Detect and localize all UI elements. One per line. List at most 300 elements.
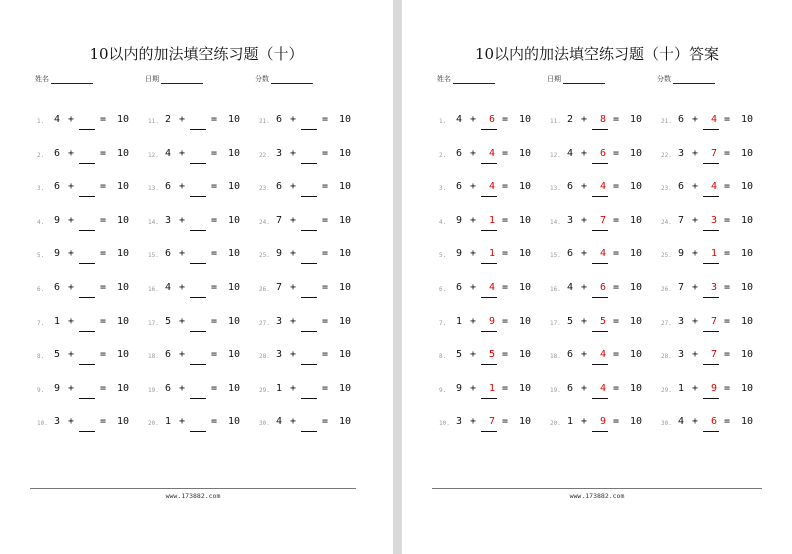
addend: 4 (456, 114, 463, 125)
answer-blank[interactable] (481, 129, 497, 130)
problem-item (550, 114, 650, 134)
equals-sign: = (211, 114, 218, 125)
sum-value: 10 (630, 114, 643, 125)
sum-value: 10 (630, 248, 643, 260)
problem-item (148, 215, 248, 235)
answer-value: 4 (489, 181, 496, 193)
equals-sign: = (502, 114, 509, 125)
problem-number: 15. (148, 252, 159, 260)
addend: 1 (678, 382, 685, 394)
answer-blank[interactable] (79, 331, 95, 332)
problem-item (550, 215, 650, 235)
problem-number: 27. (259, 319, 270, 327)
answer-blank[interactable] (79, 364, 95, 365)
footer-divider (432, 488, 762, 489)
answer-blank[interactable] (592, 163, 608, 164)
addend: 6 (54, 147, 61, 159)
addend: 4 (165, 147, 172, 159)
equals-sign: = (502, 248, 509, 260)
addend: 6 (567, 349, 574, 361)
answer-blank[interactable] (79, 431, 95, 432)
score-field[interactable] (255, 73, 313, 84)
problem-item (661, 248, 761, 268)
addend: 5 (456, 349, 463, 361)
addend: 6 (165, 349, 172, 361)
answer-blank[interactable] (301, 263, 317, 264)
answer-blank[interactable] (190, 431, 206, 432)
addend: 9 (54, 382, 61, 394)
answer-blank[interactable] (481, 196, 497, 197)
equals-sign: = (322, 315, 329, 327)
answer-value: 6 (600, 147, 607, 159)
sum-value: 10 (117, 416, 130, 428)
sum-value: 10 (339, 248, 352, 260)
answer-blank[interactable] (703, 230, 719, 231)
plus-sign: + (68, 181, 75, 193)
plus-sign: + (581, 382, 588, 394)
answer-value: 9 (711, 382, 718, 394)
sum-value: 10 (519, 382, 532, 394)
answer-blank[interactable] (79, 129, 95, 130)
plus-sign: + (470, 315, 477, 327)
sum-value: 10 (228, 382, 241, 394)
sum-value: 10 (630, 147, 643, 159)
addend: 9 (456, 214, 463, 226)
plus-sign: + (692, 282, 699, 293)
score-line[interactable] (673, 73, 715, 84)
equals-sign: = (100, 416, 107, 428)
equals-sign: = (100, 147, 107, 159)
equals-sign: = (211, 181, 218, 193)
problem-number: 21. (259, 118, 270, 125)
answer-blank[interactable] (301, 196, 317, 197)
problem-number: 22. (661, 151, 672, 159)
problem-item (259, 416, 359, 436)
addend: 6 (678, 114, 685, 125)
answer-value: 4 (600, 248, 607, 260)
problem-number: 4. (439, 218, 447, 226)
sum-value: 10 (741, 248, 754, 260)
answer-value: 1 (489, 248, 496, 260)
problem-number: 11. (148, 118, 159, 125)
problem-item (37, 383, 137, 403)
score-label: 分数 (657, 75, 671, 83)
answer-blank[interactable] (301, 297, 317, 298)
answer-blank[interactable] (301, 398, 317, 399)
equals-sign: = (322, 181, 329, 193)
addend: 6 (165, 382, 172, 394)
answer-blank[interactable] (703, 263, 719, 264)
problem-number: 29. (259, 386, 270, 394)
addend: 5 (567, 315, 574, 327)
problem-number: 20. (148, 420, 159, 428)
answer-value: 7 (489, 416, 496, 428)
plus-sign: + (68, 248, 75, 260)
answer-blank[interactable] (592, 297, 608, 298)
sum-value: 10 (630, 315, 643, 327)
problem-item (259, 282, 359, 302)
worksheet-page (0, 0, 393, 554)
sum-value: 10 (228, 416, 241, 428)
plus-sign: + (581, 147, 588, 159)
problem-item (148, 416, 248, 436)
problem-item (550, 316, 650, 336)
answer-blank[interactable] (481, 297, 497, 298)
plus-sign: + (179, 147, 186, 159)
answer-blank[interactable] (301, 364, 317, 365)
answer-blank[interactable] (592, 364, 608, 365)
answer-blank[interactable] (703, 364, 719, 365)
plus-sign: + (179, 382, 186, 394)
answer-blank[interactable] (592, 331, 608, 332)
answer-blank[interactable] (703, 398, 719, 399)
sum-value: 10 (741, 382, 754, 394)
answer-blank[interactable] (481, 331, 497, 332)
problem-item (661, 148, 761, 168)
answer-blank[interactable] (301, 431, 317, 432)
problem-number: 12. (148, 151, 159, 159)
problem-number: 28. (661, 353, 672, 361)
problem-item (439, 383, 539, 403)
plus-sign: + (581, 282, 588, 293)
problem-item (259, 215, 359, 235)
answer-blank[interactable] (301, 331, 317, 332)
problem-number: 8. (439, 353, 447, 361)
answer-value: 4 (489, 282, 496, 293)
problem-number: 9. (439, 386, 447, 394)
answer-blank[interactable] (592, 129, 608, 130)
addend: 1 (276, 382, 283, 394)
problem-number: 2. (439, 151, 447, 159)
problem-number: 2. (37, 151, 45, 159)
equals-sign: = (211, 349, 218, 361)
answer-value: 7 (711, 315, 718, 327)
equals-sign: = (322, 382, 329, 394)
sum-value: 10 (741, 282, 754, 293)
problem-item (37, 316, 137, 336)
addend: 1 (165, 416, 172, 428)
equals-sign: = (100, 181, 107, 193)
plus-sign: + (692, 181, 699, 193)
problem-number: 5. (439, 252, 447, 260)
problem-number: 13. (550, 185, 561, 193)
problem-item (439, 181, 539, 201)
equals-sign: = (613, 214, 620, 226)
problem-item (439, 282, 539, 302)
answer-value: 7 (711, 147, 718, 159)
addend: 6 (567, 181, 574, 193)
problem-item (259, 248, 359, 268)
equals-sign: = (322, 416, 329, 428)
problem-number: 18. (148, 353, 159, 361)
problem-item (661, 114, 761, 134)
equals-sign: = (724, 282, 731, 293)
problem-number: 21. (661, 118, 672, 125)
plus-sign: + (179, 416, 186, 428)
plus-sign: + (179, 181, 186, 193)
answer-blank[interactable] (481, 263, 497, 264)
answer-blank[interactable] (190, 129, 206, 130)
equals-sign: = (502, 282, 509, 293)
problem-number: 7. (37, 319, 45, 327)
answer-value: 8 (600, 114, 607, 125)
addend: 4 (567, 147, 574, 159)
addend: 5 (54, 349, 61, 361)
addend: 9 (54, 214, 61, 226)
addend: 3 (678, 349, 685, 361)
answer-value: 3 (711, 214, 718, 226)
answer-blank[interactable] (703, 331, 719, 332)
answer-blank[interactable] (481, 398, 497, 399)
answer-value: 4 (600, 181, 607, 193)
equals-sign: = (322, 282, 329, 293)
plus-sign: + (470, 147, 477, 159)
problem-item (550, 349, 650, 369)
problem-number: 3. (37, 185, 45, 193)
plus-sign: + (470, 181, 477, 193)
answer-blank[interactable] (592, 431, 608, 432)
problem-item (550, 416, 650, 436)
plus-sign: + (290, 147, 297, 159)
problem-item (37, 215, 137, 235)
equals-sign: = (724, 349, 731, 361)
plus-sign: + (290, 349, 297, 361)
problem-number: 26. (259, 286, 270, 293)
addend: 6 (276, 114, 283, 125)
problem-item (37, 349, 137, 369)
answer-blank[interactable] (592, 196, 608, 197)
sum-value: 10 (519, 416, 532, 428)
equals-sign: = (322, 248, 329, 260)
answer-value: 3 (711, 282, 718, 293)
sum-value: 10 (519, 147, 532, 159)
name-field[interactable] (35, 73, 93, 84)
equals-sign: = (613, 147, 620, 159)
problem-item (148, 114, 248, 134)
answer-blank[interactable] (79, 230, 95, 231)
equals-sign: = (100, 248, 107, 260)
problem-item (661, 316, 761, 336)
addend: 6 (165, 181, 172, 193)
problem-number: 6. (37, 286, 45, 293)
answer-blank[interactable] (301, 163, 317, 164)
plus-sign: + (470, 382, 477, 394)
sum-value: 10 (117, 315, 130, 327)
problem-number: 10. (37, 420, 48, 428)
addend: 6 (567, 248, 574, 260)
answer-blank[interactable] (190, 196, 206, 197)
equals-sign: = (100, 114, 107, 125)
addend: 5 (165, 315, 172, 327)
sum-value: 10 (339, 114, 352, 125)
answer-value: 4 (600, 382, 607, 394)
answer-blank[interactable] (703, 163, 719, 164)
date-field[interactable] (145, 73, 203, 84)
problem-number: 28. (259, 353, 270, 361)
equals-sign: = (613, 248, 620, 260)
addend: 6 (54, 282, 61, 293)
answer-blank[interactable] (703, 129, 719, 130)
problem-item (259, 148, 359, 168)
date-label: 日期 (547, 75, 561, 83)
answer-blank[interactable] (592, 230, 608, 231)
answer-blank[interactable] (79, 163, 95, 164)
problem-number: 25. (661, 252, 672, 260)
answer-blank[interactable] (190, 163, 206, 164)
sum-value: 10 (741, 181, 754, 193)
footer-url: www.173882.com (569, 492, 625, 500)
name-line[interactable] (453, 73, 495, 84)
problem-item (148, 181, 248, 201)
answer-value: 6 (600, 282, 607, 293)
sum-value: 10 (228, 349, 241, 361)
equals-sign: = (502, 349, 509, 361)
addend: 1 (567, 416, 574, 428)
plus-sign: + (692, 416, 699, 428)
problem-item (661, 416, 761, 436)
addend: 9 (678, 248, 685, 260)
equals-sign: = (613, 416, 620, 428)
date-field[interactable] (547, 73, 605, 84)
answer-blank[interactable] (481, 230, 497, 231)
answer-blank[interactable] (481, 163, 497, 164)
sum-value: 10 (339, 315, 352, 327)
answer-blank[interactable] (301, 230, 317, 231)
equals-sign: = (211, 248, 218, 260)
problem-item (148, 282, 248, 302)
answer-value: 9 (489, 315, 496, 327)
answer-blank[interactable] (79, 398, 95, 399)
sum-value: 10 (630, 214, 643, 226)
answer-blank[interactable] (592, 398, 608, 399)
addend: 2 (567, 114, 574, 125)
answer-value: 1 (489, 214, 496, 226)
addend: 1 (54, 315, 61, 327)
equals-sign: = (724, 248, 731, 260)
answer-value: 9 (600, 416, 607, 428)
problem-item (439, 114, 539, 134)
answer-blank[interactable] (301, 129, 317, 130)
answer-blank[interactable] (190, 263, 206, 264)
answer-blank[interactable] (481, 431, 497, 432)
sum-value: 10 (339, 181, 352, 193)
equals-sign: = (613, 382, 620, 394)
answer-blank[interactable] (190, 364, 206, 365)
name-field[interactable] (437, 73, 495, 84)
problem-item (259, 349, 359, 369)
name-line[interactable] (51, 73, 93, 84)
answer-blank[interactable] (190, 230, 206, 231)
answer-blank[interactable] (79, 297, 95, 298)
problem-item (148, 248, 248, 268)
problem-number: 3. (439, 185, 447, 193)
answer-blank[interactable] (592, 263, 608, 264)
sum-value: 10 (741, 147, 754, 159)
answer-blank[interactable] (481, 364, 497, 365)
problem-item (37, 248, 137, 268)
addend: 3 (567, 214, 574, 226)
sum-value: 10 (339, 147, 352, 159)
problem-number: 17. (148, 319, 159, 327)
addend: 9 (456, 248, 463, 260)
answer-blank[interactable] (79, 263, 95, 264)
date-line[interactable] (161, 73, 203, 84)
problem-item (439, 316, 539, 336)
problem-item (439, 416, 539, 436)
equals-sign: = (502, 147, 509, 159)
plus-sign: + (692, 248, 699, 260)
plus-sign: + (692, 349, 699, 361)
answer-blank[interactable] (190, 398, 206, 399)
addend: 3 (678, 315, 685, 327)
answer-blank[interactable] (703, 431, 719, 432)
equals-sign: = (502, 416, 509, 428)
plus-sign: + (68, 315, 75, 327)
equals-sign: = (613, 181, 620, 193)
answer-blank[interactable] (190, 331, 206, 332)
problem-number: 13. (148, 185, 159, 193)
sum-value: 10 (228, 114, 241, 125)
sum-value: 10 (519, 248, 532, 260)
plus-sign: + (68, 147, 75, 159)
answer-value: 4 (489, 147, 496, 159)
equals-sign: = (502, 382, 509, 394)
addend: 9 (54, 248, 61, 260)
addend: 6 (456, 282, 463, 293)
problem-number: 6. (439, 286, 447, 293)
plus-sign: + (290, 248, 297, 260)
plus-sign: + (470, 114, 477, 125)
sum-value: 10 (228, 282, 241, 293)
problem-number: 26. (661, 286, 672, 293)
equals-sign: = (322, 349, 329, 361)
problem-item (661, 181, 761, 201)
addend: 4 (276, 416, 283, 428)
problem-number: 10. (439, 420, 450, 428)
addend: 3 (54, 416, 61, 428)
answer-blank[interactable] (79, 196, 95, 197)
problem-item (148, 316, 248, 336)
answer-blank[interactable] (703, 297, 719, 298)
sum-value: 10 (339, 349, 352, 361)
sum-value: 10 (228, 181, 241, 193)
addend: 4 (678, 416, 685, 428)
problem-number: 11. (550, 118, 561, 125)
answer-value: 7 (711, 349, 718, 361)
plus-sign: + (581, 181, 588, 193)
footer-divider (30, 488, 356, 489)
problem-item (37, 148, 137, 168)
equals-sign: = (100, 214, 107, 226)
plus-sign: + (290, 114, 297, 125)
problem-number: 8. (37, 353, 45, 361)
score-line[interactable] (271, 73, 313, 84)
name-label: 姓名 (35, 75, 49, 83)
equals-sign: = (724, 181, 731, 193)
answer-blank[interactable] (703, 196, 719, 197)
date-label: 日期 (145, 75, 159, 83)
answer-value: 1 (711, 248, 718, 260)
equals-sign: = (211, 382, 218, 394)
plus-sign: + (68, 114, 75, 125)
answer-blank[interactable] (190, 297, 206, 298)
sum-value: 10 (630, 416, 643, 428)
addend: 9 (456, 382, 463, 394)
sum-value: 10 (741, 416, 754, 428)
plus-sign: + (179, 315, 186, 327)
date-line[interactable] (563, 73, 605, 84)
score-field[interactable] (657, 73, 715, 84)
